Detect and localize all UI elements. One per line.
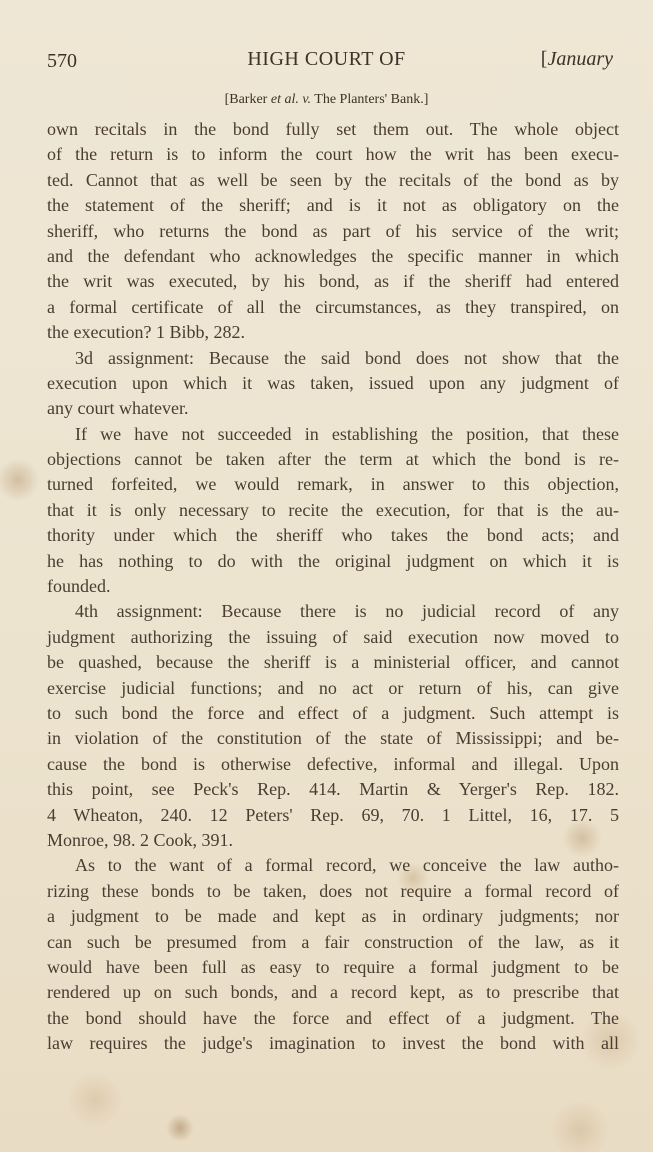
text-line: execution upon which it was taken, issued upon any judgment of [47,372,619,393]
text-line: rizing these bonds to be taken, does not require a formal record of [47,880,619,901]
text-line: judgment authorizing the issuing of said execution now moved to [47,626,619,647]
text-line: be quashed, because the sheriff is a ministerial officer, and cannot [47,652,619,673]
text-line: the statement of the sheriff; and is it not as obligatory on the [47,195,619,216]
text-line: this point, see Peck's Rep. 414. Martin & Yerger's Rep. 182. [47,779,619,800]
text-line: 4 Wheaton, 240. 12 Peters' Rep. 69, 70. 1 Littel, 16, 17. 5 [47,804,619,825]
text-line: any court whatever. [47,398,189,419]
text-line: thority under which the sheriff who takes the bond acts; and [47,525,619,546]
case-caption-rest: The Planters' Bank.] [311,92,429,107]
text-line: to such bond the force and effect of a judgment. Such attempt is [47,702,619,723]
text-line: a judgment to be made and kept as in ordinary judgments; nor [47,906,619,927]
text-line: the writ was executed, by his bond, as if the sheriff had entered [47,271,619,292]
text-line: in violation of the constitution of the state of Mississippi; and be- [47,728,619,749]
text-line: can such be presumed from a fair construction of the law, as it [47,931,619,952]
case-caption-et-al: et al. v. [270,92,312,107]
text-line: 3d assignment: Because the said bond does not show that the [75,347,619,368]
text-line: and the defendant who acknowledges the specific manner in which [47,245,619,266]
text-line: a formal certificate of all the circumstances, as they transpired, on [47,296,619,317]
text-line: founded. [47,576,111,597]
case-caption-open: [Barker [224,92,271,107]
text-line: law requires the judge's imagination to invest the bond with all [47,1033,619,1054]
running-head: HIGH COURT OF [247,48,406,70]
text-line: If we have not succeeded in establishing the position, that these [75,423,619,444]
text-line: rendered up on such bonds, and a record kept, as to prescribe that [47,982,619,1003]
text-line: sheriff, who returns the bond as part of his service of the writ; [47,220,619,241]
text-line: As to the want of a formal record, we conceive the law autho- [75,855,619,876]
text-line: objections cannot be taken after the term at which the bond is re- [47,449,619,470]
running-date [541,48,613,71]
text-line: 4th assignment: Because there is no judicial record of any [75,601,619,622]
running-date-bracket: [ [540,48,548,70]
text-line: would have been full as easy to require a formal judgment to be [47,956,619,977]
text-line: of the return is to inform the court how the writ has been execu- [47,144,619,165]
page-number: 570 [47,50,77,72]
case-caption [0,92,653,108]
running-date-month: January [547,48,613,70]
text-line: he has nothing to do with the original judgment on which it is [47,550,619,571]
page-header [0,46,653,80]
text-line: turned forfeited, we would remark, in answer to this objection, [47,474,619,495]
text-line: cause the bond is otherwise defective, informal and illegal. Upon [47,753,619,774]
text-line: ted. Cannot that as well be seen by the recitals of the bond as by [47,169,619,190]
text-line: Monroe, 98. 2 Cook, 391. [47,829,233,850]
text-line: that it is only necessary to recite the execution, for that is the au- [47,499,619,520]
text-line: exercise judicial functions; and no act or return of his, can give [47,677,619,698]
text-line: the bond should have the force and effect of a judgment. The [47,1007,619,1028]
text-line: the execution? 1 Bibb, 282. [47,322,245,343]
body-text [47,117,619,1056]
text-line: own recitals in the bond fully set them out. The whole object [47,119,619,139]
